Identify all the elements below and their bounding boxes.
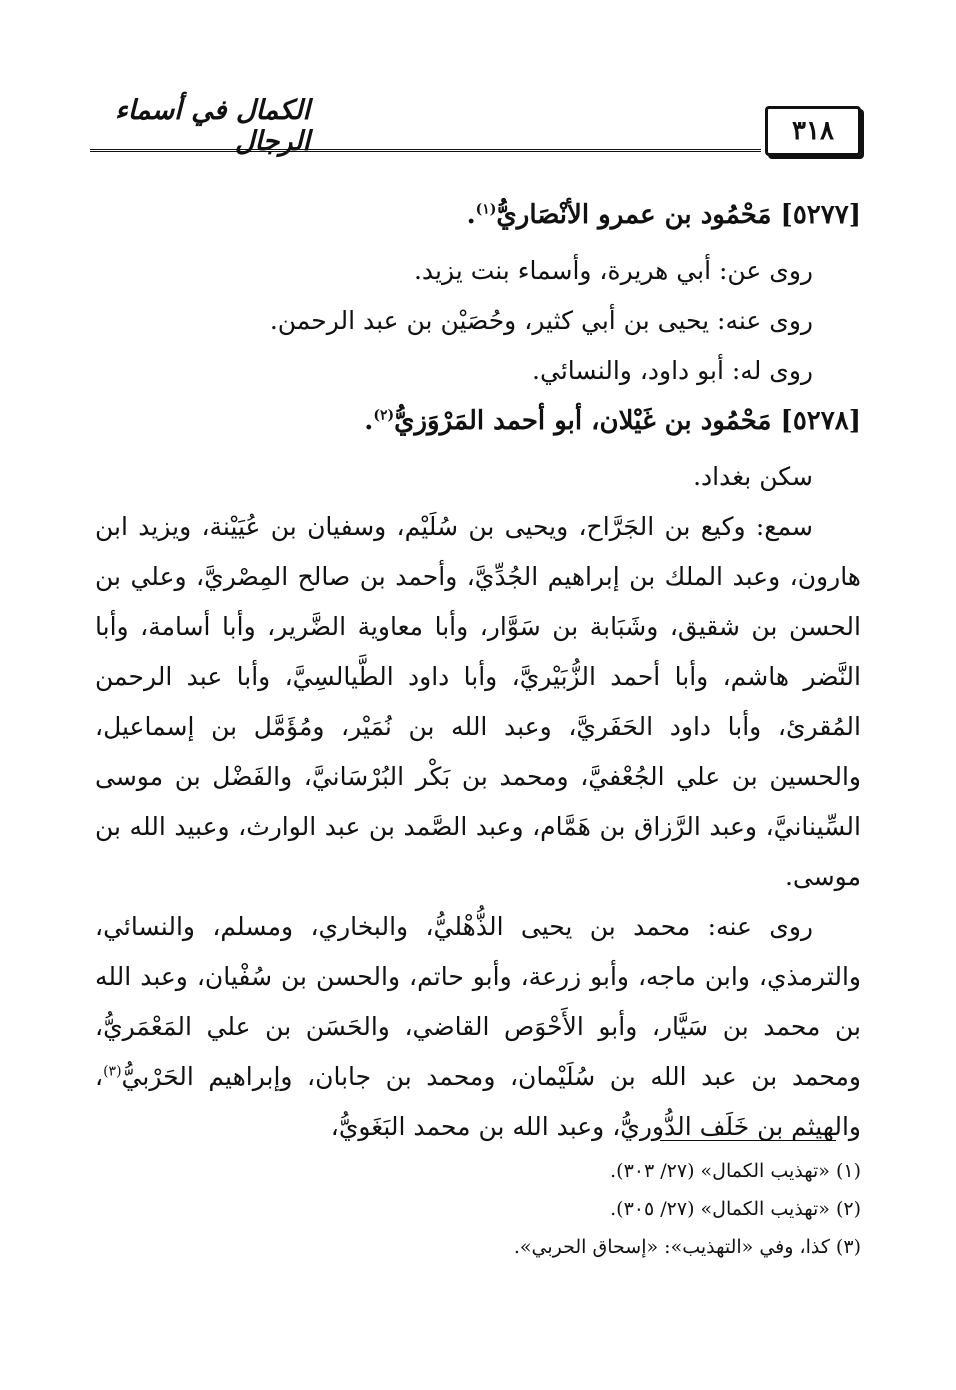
entry-heading-text: [٥٢٧٨] مَحْمُود بن غَيْلان، أبو أحمد المَرْوَزيُّ [394,406,861,436]
sakana-line: سكن بغداد. [693,462,813,491]
page-header [90,92,861,162]
footnote-2: (٢) «تهذيب الكمال» (٢٧/ ٣٠٥). [610,1198,861,1220]
footnote-ref-2: (٢) [373,407,395,424]
header-rule [90,149,761,152]
entry-heading-5278 [95,396,861,446]
footnote-3: (٣) كذا، وفي «التهذيب»: «إسحاق الحربي». [513,1236,861,1258]
book-title-calligraphy: الكمال في أسماء الرجال [115,95,310,157]
page-number: ٣١٨ [765,106,861,156]
rawa-anhu-line: روى عنه: يحيى بن أبي كثير، وحُصَيْن بن عبد الرحمن. [269,306,813,335]
footnotes [95,1152,861,1266]
footnote-ref-1: (١) [475,201,497,218]
rawa-lahu-line: روى له: أبو داود، والنسائي. [532,356,813,385]
entry-heading-5277 [95,190,861,240]
rawa-text-part1: روى عنه: محمد بن يحيى الذُّهْليُّ، والبخاري، ومسلم، والنسائي، والترمذي، وابن ماجه، وأبو زرعة، وأبو حاتم، والحسن بن سُفْيان، وعبد الله بن محمد بن سَيَّار، وأبو الأَحْوَص القاضي، والحَسَن بن علي المَعْمَريُّ، ومحمد بن عبد الله بن سُلَيْمان، ومحمد بن جابان، وإبراهيم الحَرْبيُّ [95,912,861,1091]
heading-period: . [364,406,374,436]
rawa-text-part2: ، والهيثم بن خَلَف الدُّوريُّ، وعبد الله بن محمد البَغَويُّ، [95,1062,861,1141]
footnote-ref-3: (٣) [103,1063,122,1080]
rawa-anhu-paragraph [95,902,861,1152]
heading-period: . [466,200,476,230]
footnote-rule [660,1140,836,1141]
sami-paragraph: سمع: وكيع بن الجَرَّاح، ويحيى بن سُلَيْم، وسفيان بن عُيَيْنة، ويزيد ابن هارون، وعبد الملك بن إبراهيم الجُدِّيَّ، وأحمد بن صالح المِصْريَّ، وعلي بن الحسن بن شقيق، وشَبَابة بن سَوَّار، وأبا معاوية الضَّرير، وأبا أسامة، وأبا النَّضر هاشم، وأبا أحمد الزُّبَيْريَّ، وأبا داود الطَّيالسِيَّ، وأبا عبد الرحمن المُقرئ، وأبا داود الحَفَريَّ، وعبد الله بن نُمَيْر، ومُؤَمَّل بن إسماعيل، والحسين بن علي الجُعْفيَّ، ومحمد بن بَكْر البُرْسَانيَّ، والفَضْل بن موسى السِّينانيَّ، وعبد الرَّزاق بن هَمَّام، وعبد الصَّمد بن عبد الوارث، وعبيد الله بن موسى. [95,512,861,891]
footnote-1: (١) «تهذيب الكمال» (٢٧/ ٣٠٣). [610,1160,861,1182]
entry-heading-text: [٥٢٧٧] مَحْمُود بن عمرو الأنْصَاريُّ [496,200,861,230]
main-text [95,190,861,1152]
rawa-an-line: روى عن: أبي هريرة، وأسماء بنت يزيد. [413,256,813,285]
